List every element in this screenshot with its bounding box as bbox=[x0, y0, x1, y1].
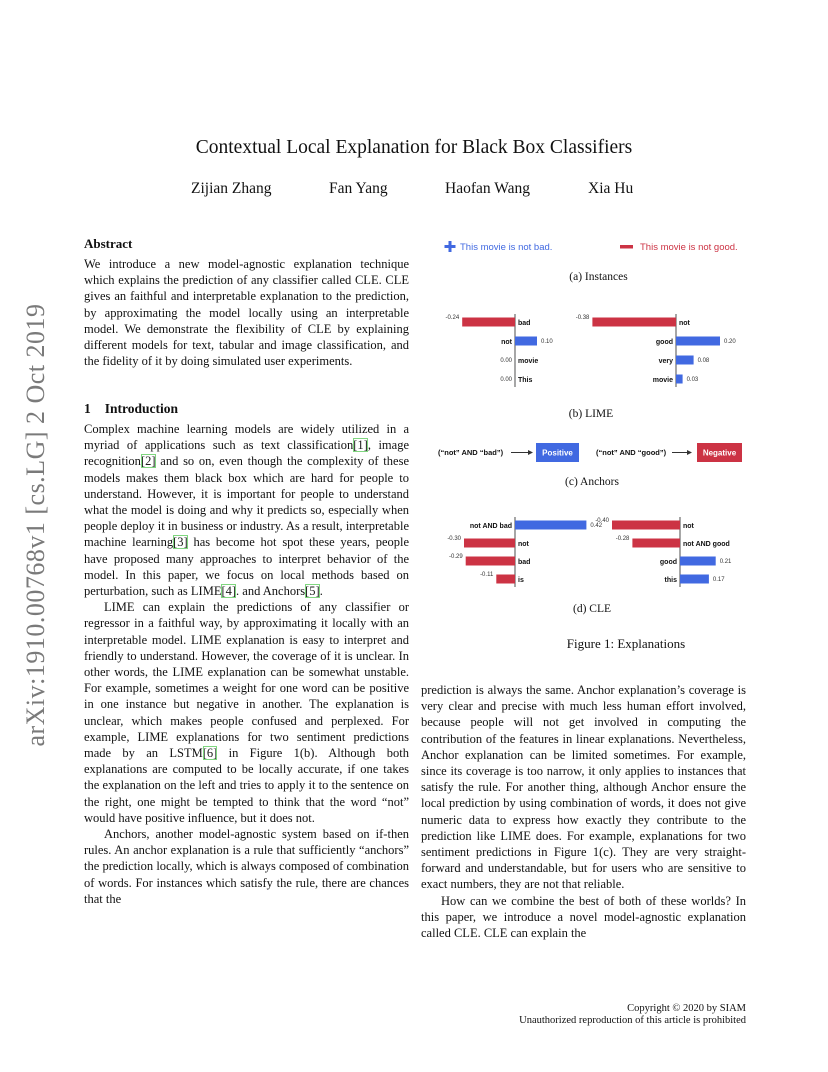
value-label: -0.28 bbox=[615, 536, 630, 542]
reproduction-notice: Unauthorized reproduction of this article is prohibited bbox=[519, 1014, 746, 1026]
subcaption-b: (b) LIME bbox=[568, 408, 614, 420]
minus-icon bbox=[620, 245, 633, 249]
bar bbox=[612, 521, 680, 530]
value-label: -0.40 bbox=[595, 518, 609, 524]
author-name: Zijian Zhang bbox=[191, 180, 272, 197]
legend-negative-label: This movie is not good. bbox=[640, 242, 738, 253]
anchors-left bbox=[438, 443, 579, 462]
value-label: 0.17 bbox=[712, 577, 725, 583]
category-label: not bbox=[679, 320, 690, 327]
bar bbox=[462, 318, 515, 327]
legend-negative bbox=[620, 242, 738, 253]
arrowhead-icon bbox=[528, 450, 533, 455]
anchors-right bbox=[596, 443, 742, 462]
category-label: not bbox=[501, 339, 512, 346]
bar bbox=[592, 318, 676, 327]
bar bbox=[515, 337, 537, 346]
text-run: . bbox=[319, 584, 323, 599]
subcaption-c: (c) Anchors bbox=[565, 476, 619, 488]
subcaption-a: (a) Instances bbox=[569, 271, 628, 283]
category-label: good bbox=[655, 339, 673, 346]
bar bbox=[515, 521, 586, 530]
category-label: bad bbox=[518, 320, 531, 327]
category-label: This bbox=[518, 377, 533, 384]
bar bbox=[466, 557, 515, 566]
author-name: Fan Yang bbox=[329, 180, 388, 197]
figure-caption: Figure 1: Explanations bbox=[566, 636, 686, 651]
paragraph: How can we combine the best of both of these worlds? In this paper, we introduce a novel model-agnostic explanation called CLE. CLE can explain the bbox=[421, 893, 746, 941]
text-run: LIME can explain the predictions of any classifier or regressor in a faithful way, by approximating it locally with an interpretable model. LIME explanation is easy to interpret and friendly to understand. However, the coverage of it is unclear. In other words, the LIME explanation can be somewhat unstable. For example, sometimes a weight for one word can be positive in one instance but negative in another. The explanation is unclear, which makes people confused and perplexed. For example, LIME explanations for two sentiment predictions made by an LSTM bbox=[84, 600, 409, 761]
arrowhead-icon bbox=[687, 450, 692, 455]
citation-link[interactable]: [3] bbox=[173, 535, 188, 550]
value-label: -0.38 bbox=[575, 315, 590, 321]
text-run: has become hot spot these years, people have proposed many approaches to interpret behavior of the model. In this paper, we focus on local methods based on perturbation, such as LIME bbox=[84, 535, 410, 599]
introduction-text bbox=[84, 421, 409, 907]
bar bbox=[680, 575, 709, 584]
paragraph: Anchors, another model-agnostic system based on if-then rules. An anchor explanation is a rule that sufficiently “anchors” the prediction locally, which is always composed of combination of words. For instances which satisfy the rule, there are chances that the bbox=[84, 827, 409, 906]
paper-title: Contextual Local Explanation for Black Box Classifiers bbox=[195, 137, 633, 158]
text-run: , image recognition bbox=[84, 438, 409, 469]
value-label: -0.29 bbox=[449, 554, 463, 560]
value-label: 0.10 bbox=[541, 339, 553, 345]
value-label: 0.20 bbox=[724, 339, 736, 345]
value-label: 0.00 bbox=[500, 358, 512, 364]
section-number: 1 bbox=[84, 401, 91, 416]
plus-icon-v bbox=[449, 241, 452, 252]
text-run: Complex machine learning models are widely utilized in a myriad of applications such as text classification bbox=[84, 422, 409, 453]
citation-link[interactable]: [5] bbox=[305, 584, 320, 599]
abstract-heading: Abstract bbox=[84, 236, 133, 251]
citation-link[interactable]: [1] bbox=[353, 438, 368, 453]
figure-1 bbox=[421, 236, 828, 656]
bar bbox=[676, 337, 720, 346]
value-label: 0.08 bbox=[697, 358, 710, 364]
copyright-footer bbox=[519, 1003, 746, 1026]
category-label: this bbox=[664, 577, 677, 584]
citation-link[interactable]: [6] bbox=[202, 746, 218, 761]
value-label: 0.03 bbox=[686, 377, 699, 383]
bar bbox=[676, 356, 694, 365]
anchor-rule-right: (“not” AND “good”) bbox=[596, 448, 667, 457]
category-label: not bbox=[683, 523, 694, 530]
category-label: very bbox=[658, 358, 673, 365]
lime-chart-right bbox=[576, 314, 737, 387]
lime-chart-left bbox=[446, 314, 554, 387]
paragraph: prediction is always the same. Anchor explanation’s coverage is very clear and precise with much less human effort involved, because people will not get involved in computing the contribution of the features in linear explanations. Nevertheless, Anchor explanation can be limited sometimes. For example, since its coverage is too narrow, it only applies to instances that satisfy the rule. For another thing, although Anchor ensure the local prediction by using combination of words, it does not give numeric data to express how exactly they contribute to the prediction like LIME does. For example, explanations for two sentiment predictions in Figure 1(c). They are very straight-forward and understandable, but for users who are sensitive to exact numbers, they are not that reliable. bbox=[421, 683, 746, 892]
arxiv-identifier: arXiv:1910.00768v1 [cs.LG] 2 Oct 2019 bbox=[21, 303, 50, 747]
value-label: -0.24 bbox=[445, 315, 460, 321]
category-label: movie bbox=[518, 358, 539, 365]
category-label: not AND good bbox=[683, 541, 730, 548]
bar bbox=[496, 575, 515, 584]
category-label: good bbox=[659, 559, 677, 566]
arxiv-stamp bbox=[11, 295, 61, 755]
category-label: is bbox=[518, 577, 524, 584]
legend-positive bbox=[445, 241, 553, 253]
category-label: not bbox=[518, 541, 529, 548]
citation-link[interactable]: [2] bbox=[140, 454, 156, 469]
cle-chart-left bbox=[447, 517, 602, 587]
subcaption-d: (d) CLE bbox=[572, 603, 611, 615]
figure-graphics bbox=[421, 236, 828, 636]
bar bbox=[464, 539, 515, 548]
paragraph bbox=[84, 599, 409, 826]
category-label: movie bbox=[652, 377, 673, 384]
category-label: not AND bad bbox=[469, 523, 512, 530]
abstract-paragraph: We introduce a new model-agnostic explanation technique which explains the prediction of any classifier called CLE. CLE gives an faithful and interpretable explanation to the prediction, by approximating the model locally using an interpretable model. We demonstrate the flexibility of CLE by explaining different models for text, tabular and image classification, and the fidelity of it by doing simulated user experiments. bbox=[84, 257, 409, 369]
text-run: . and Anchors bbox=[236, 584, 306, 599]
bar bbox=[680, 557, 716, 566]
section-heading bbox=[84, 401, 178, 417]
bar bbox=[632, 539, 680, 548]
abstract-text bbox=[84, 256, 409, 369]
value-label: -0.30 bbox=[447, 536, 461, 542]
category-label: bad bbox=[518, 559, 531, 566]
value-label: 0.42 bbox=[590, 523, 603, 529]
anchor-result-left: Positive bbox=[542, 448, 573, 458]
citation-link[interactable]: [4] bbox=[221, 584, 237, 599]
anchor-result-right: Negative bbox=[702, 448, 737, 458]
text-run: in Figure 1(b). Although both explanations are computed to be locally accurate, if one takes the explanation on the left and tries to apply it to the sentence on the right, one might be tempted to think that the word “not” would have positive influence, but it does not. bbox=[84, 746, 409, 825]
right-column-text bbox=[421, 682, 746, 941]
value-label: 0.21 bbox=[719, 559, 732, 565]
copyright-line: Copyright © 2020 by SIAM bbox=[627, 1003, 746, 1014]
anchor-rule-left: (“not” AND “bad”) bbox=[438, 448, 504, 457]
value-label: 0.00 bbox=[500, 377, 512, 383]
section-title: Introduction bbox=[104, 401, 179, 416]
paragraph bbox=[84, 421, 409, 599]
text-run: and so on, even though the complexity of these models makes them black box which are hard for people to understand. However, it is important for people to understand what the model is doing and why it predicts so, especially when people deploy it in business or industry. As a result, interpretable machine learning bbox=[84, 454, 409, 550]
cle-chart-right bbox=[595, 517, 732, 587]
bar bbox=[676, 375, 683, 384]
value-label: -0.11 bbox=[480, 572, 494, 578]
author-name: Haofan Wang bbox=[445, 180, 530, 197]
author-name: Xia Hu bbox=[588, 180, 634, 197]
legend-positive-label: This movie is not bad. bbox=[460, 242, 553, 253]
